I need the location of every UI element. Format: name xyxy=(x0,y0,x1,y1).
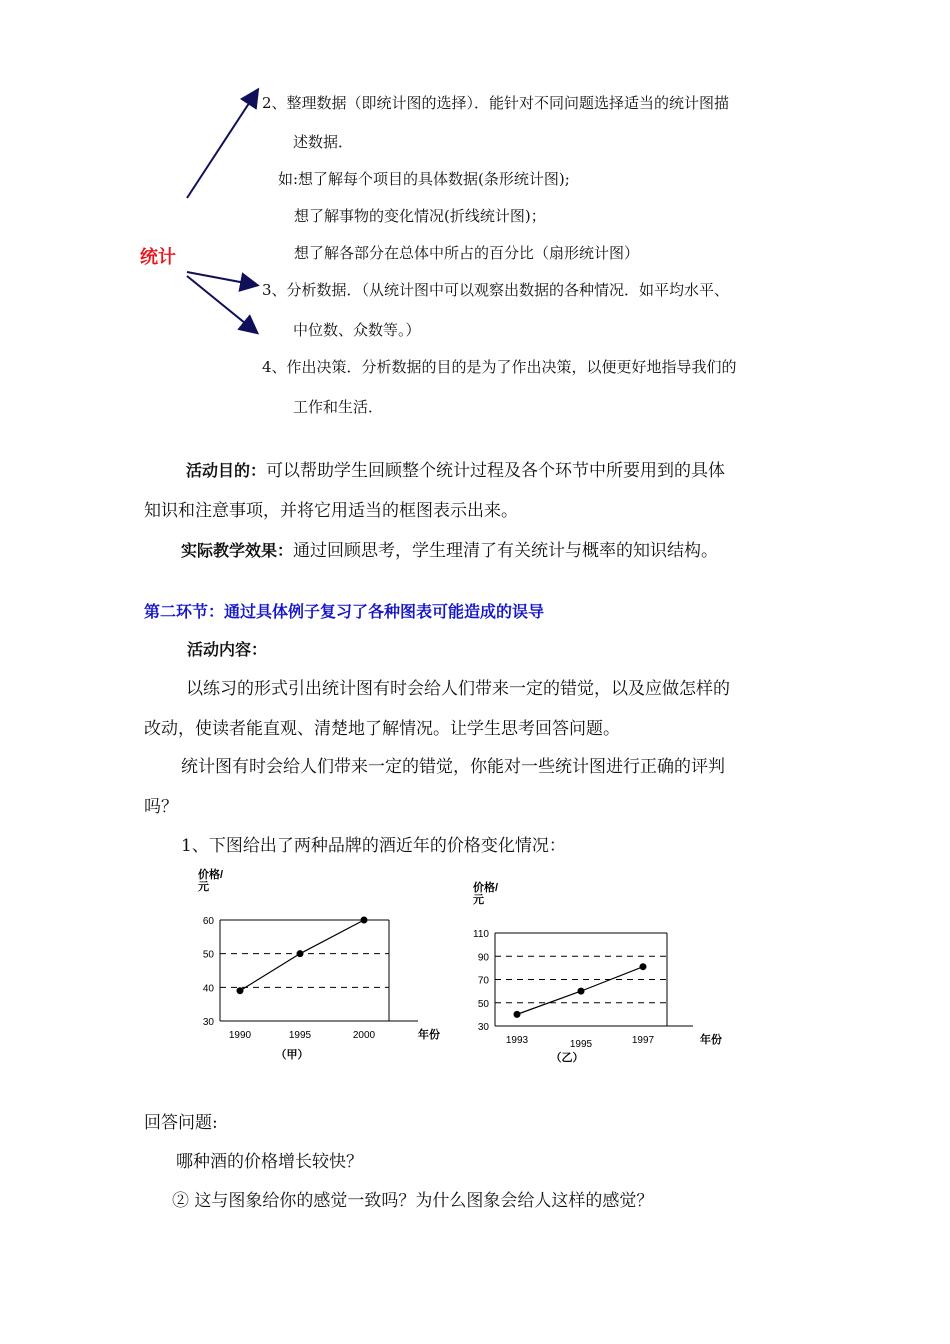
y-axis-label: 价格/ xyxy=(473,882,499,894)
question1: 1、下图给出了两种品牌的酒近年的价格变化情况： xyxy=(181,836,566,856)
y-tick-label: 30 xyxy=(477,1022,489,1033)
data-point xyxy=(237,987,244,994)
arrow-to-step3 xyxy=(187,272,256,285)
x-tick-label: 2000 xyxy=(352,1030,376,1041)
chart-caption: （甲） xyxy=(275,1049,309,1061)
teaching-effect xyxy=(181,536,718,561)
answers-label: 回答问题: xyxy=(144,1113,218,1133)
y-axis-label-unit: 元 xyxy=(198,881,209,893)
teaching-effect-label: 实际教学效果： xyxy=(181,541,294,560)
activity-content-label: 活动内容： xyxy=(187,640,268,659)
chart-jia xyxy=(180,862,460,1072)
step3-line2: 中位数、众数等。） xyxy=(293,321,421,339)
y-tick-label: 40 xyxy=(202,983,214,995)
data-point xyxy=(514,1011,521,1018)
activity-goal-text: 可以帮助学生回顾整个统计过程及各个环节中所要用到的具体 xyxy=(266,461,726,481)
y-tick-label: 30 xyxy=(202,1017,214,1028)
step3-line1: 3、分析数据．（从统计图中可以观察出数据的各种情况．如平均水平、 xyxy=(262,281,730,299)
arrow-to-step3-lower xyxy=(187,276,256,332)
y-tick-label: 70 xyxy=(477,975,489,987)
x-tick-label: 1995 xyxy=(569,1039,593,1050)
x-tick-label: 1993 xyxy=(505,1035,529,1046)
x-tick-label: 1995 xyxy=(288,1030,312,1041)
activity-goal-line2: 知识和注意事项，并将它用适当的框图表示出来。 xyxy=(144,501,518,521)
para1-line1: 以练习的形式引出统计图有时会给人们带来一定的错觉，以及应做怎样的 xyxy=(186,679,730,699)
answer-question-2: ② 这与图象给你的感觉一致吗？为什么图象会给人这样的感觉？ xyxy=(172,1191,654,1211)
chart-yi xyxy=(455,875,745,1075)
x-axis-label: 年份 xyxy=(418,1029,440,1041)
y-tick-label: 50 xyxy=(477,998,489,1010)
example-line1: 如:想了解每个项目的具体数据(条形统计图); xyxy=(278,170,570,188)
y-tick-label: 50 xyxy=(202,949,214,961)
para2-line1: 统计图有时会给人们带来一定的错觉，你能对一些统计图进行正确的评判 xyxy=(181,757,725,777)
data-point xyxy=(297,950,304,957)
y-axis-label: 价格/ xyxy=(198,869,224,881)
example-line3: 想了解各部分在总体中所占的百分比（扇形统计图） xyxy=(294,244,640,262)
answer-question-1: 哪种酒的价格增长较快？ xyxy=(176,1152,363,1172)
y-axis-label-unit: 元 xyxy=(473,894,484,906)
section2-heading: 第二环节：通过具体例子复习了各种图表可能造成的误导 xyxy=(144,602,545,621)
para1-line2: 改动，使读者能直观、清楚地了解情况。让学生思考回答问题。 xyxy=(144,719,620,739)
step4-line1: 4、作出决策．分析数据的目的是为了作出决策，以便更好地指导我们的 xyxy=(262,358,737,376)
example-line2: 想了解事物的变化情况(折线统计图)； xyxy=(294,207,546,225)
arrow-to-step2 xyxy=(187,91,257,198)
step2-line2: 述数据． xyxy=(293,133,354,151)
teaching-effect-text: 通过回顾思考，学生理清了有关统计与概率的知识结构。 xyxy=(293,541,719,561)
data-point xyxy=(640,963,647,970)
data-point xyxy=(578,988,585,995)
step4-line2: 工作和生活． xyxy=(293,398,384,416)
y-tick-label: 90 xyxy=(477,952,489,964)
y-tick-label: 60 xyxy=(202,916,214,927)
x-axis-label: 年份 xyxy=(700,1034,722,1046)
data-point xyxy=(361,917,368,924)
x-tick-label: 1997 xyxy=(631,1035,655,1046)
activity-goal-label: 活动目的： xyxy=(186,461,267,480)
step2-line1: 2、整理数据（即统计图的选择）．能针对不同问题选择适当的统计图描 xyxy=(262,94,730,112)
root-label-statistics: 统计 xyxy=(140,247,176,268)
para2-line2: 吗？ xyxy=(144,797,178,817)
x-tick-label: 1990 xyxy=(228,1030,252,1041)
activity-goal-line1 xyxy=(186,456,725,481)
y-tick-label: 110 xyxy=(473,929,489,940)
chart-caption: （乙） xyxy=(550,1052,584,1064)
